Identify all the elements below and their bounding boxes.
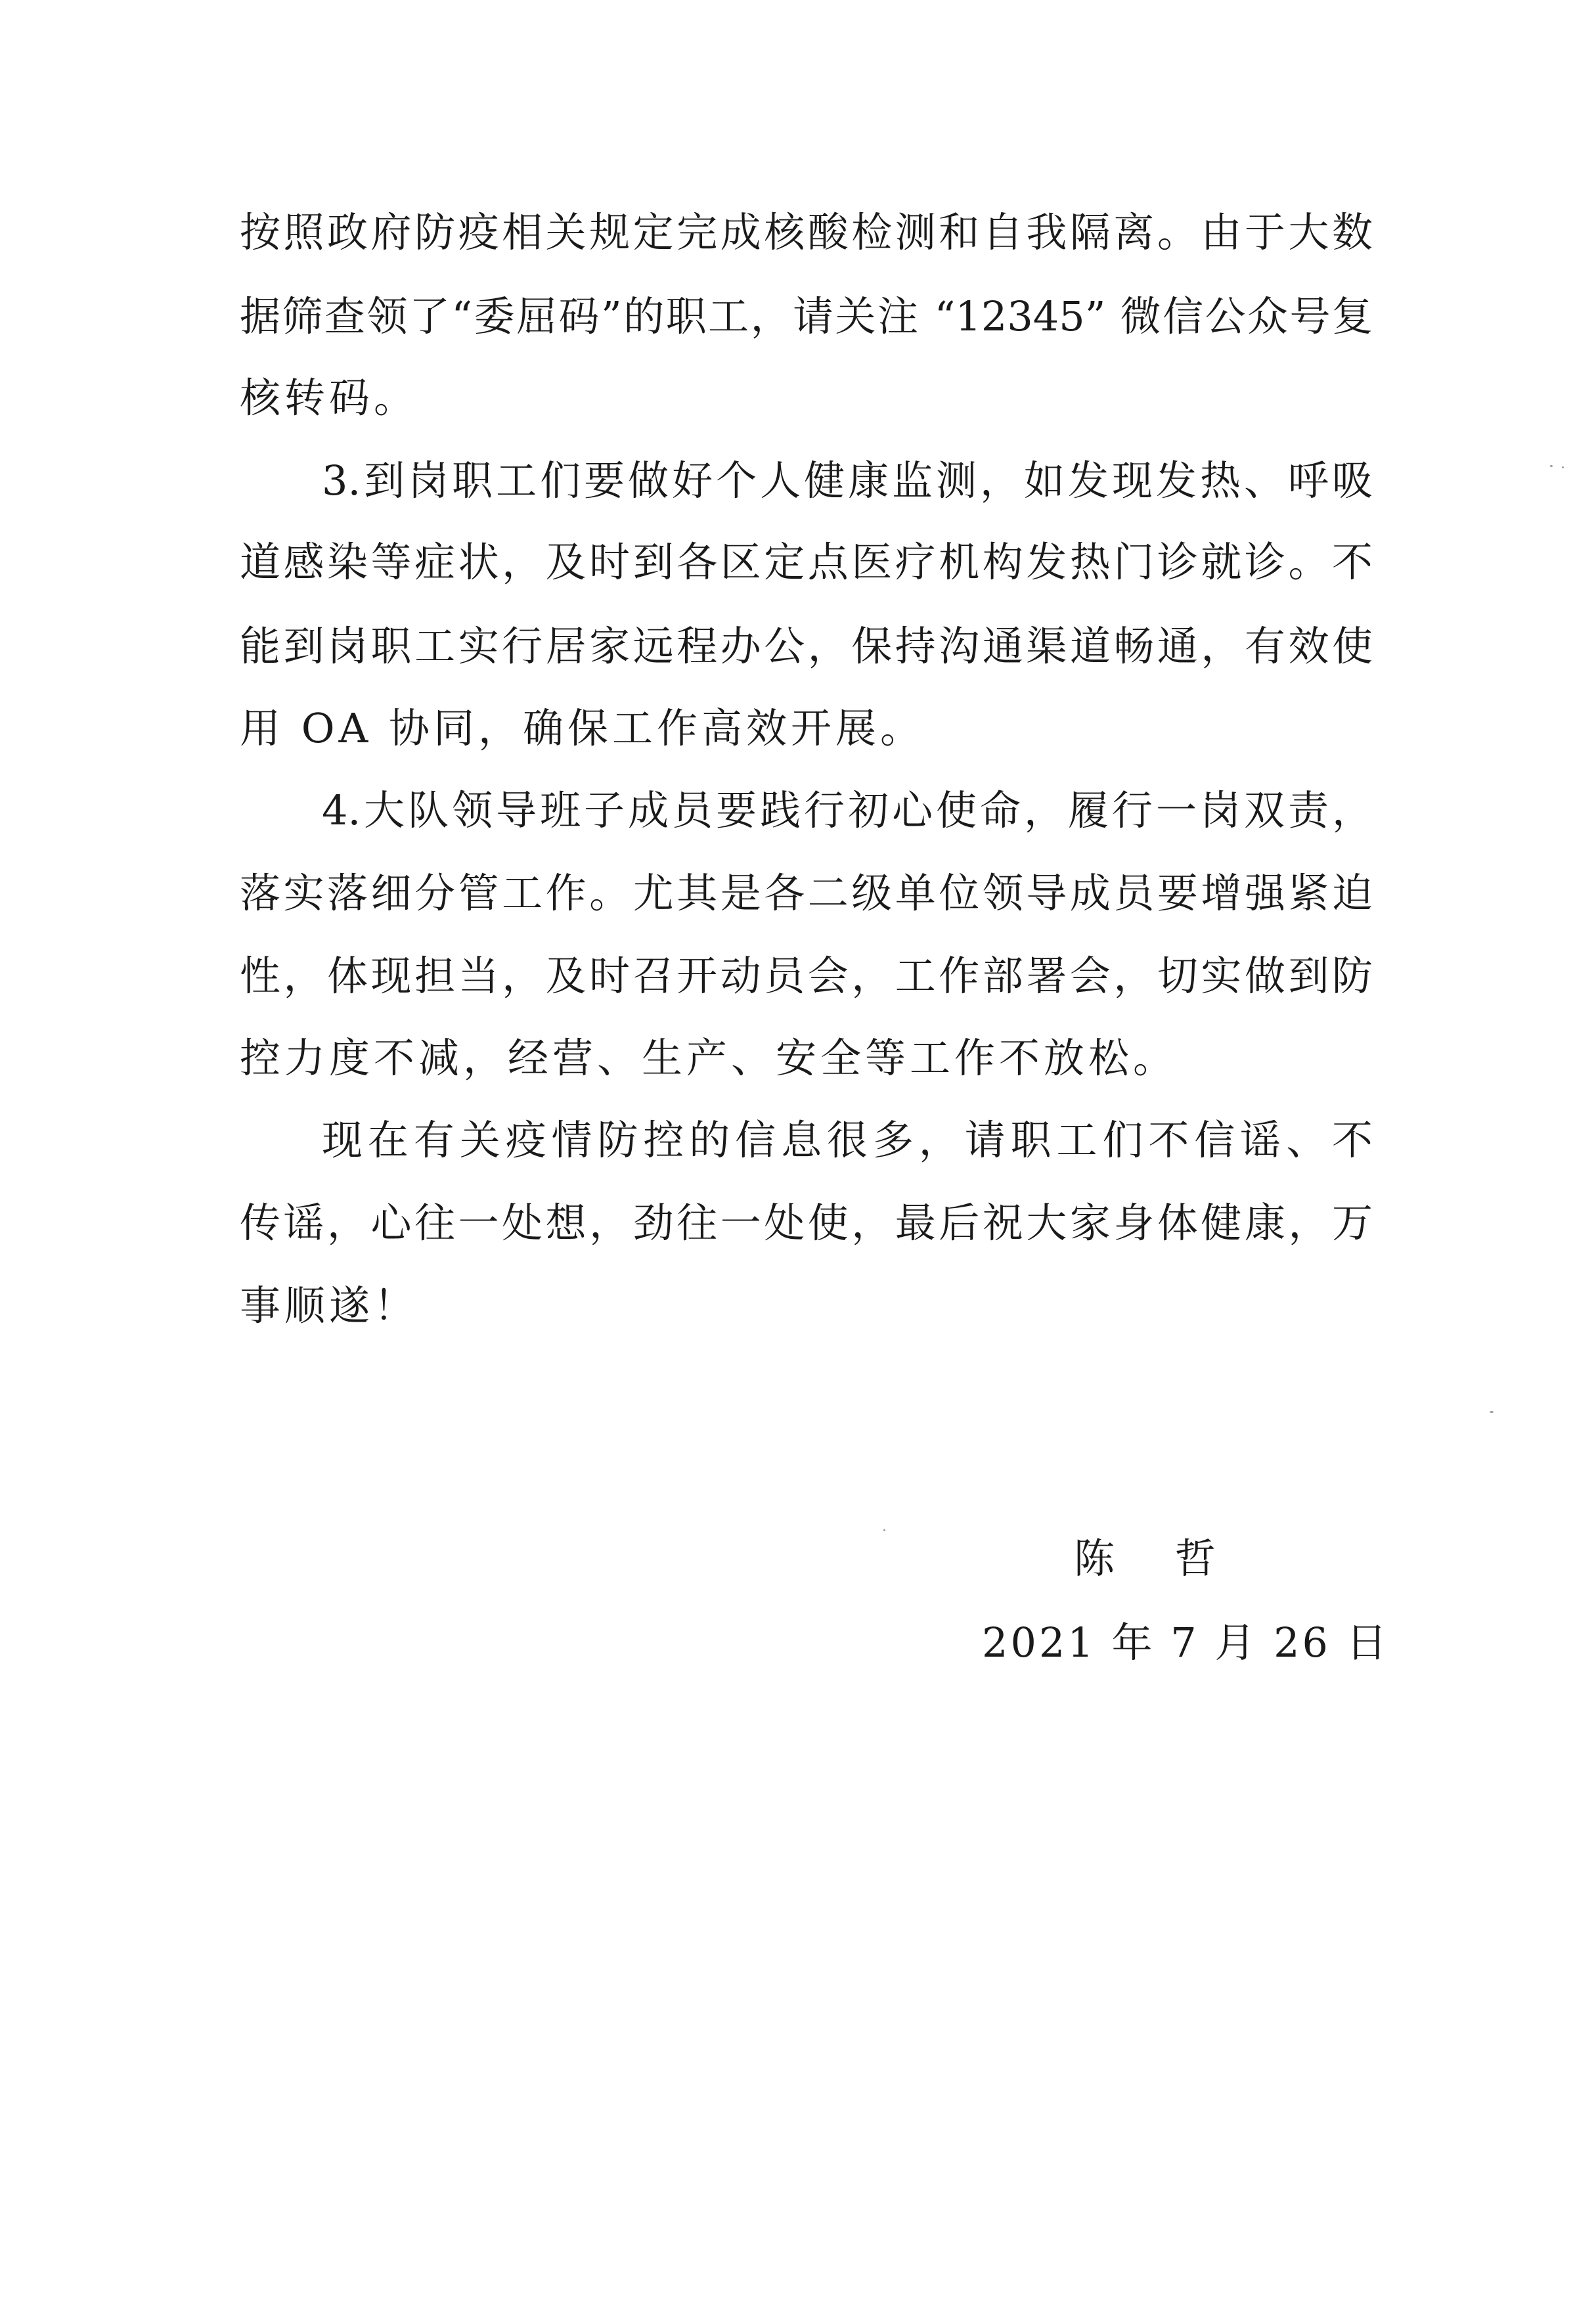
- body-text-line: 4.大队领导班子成员要践行初心使命，履行一岗双责，: [322, 786, 1373, 834]
- body-text-line: 按照政府防疫相关规定完成核酸检测和自我隔离。由于大数: [240, 208, 1373, 256]
- body-text-line: 性，体现担当，及时召开动员会，工作部署会，切实做到防: [240, 952, 1373, 1000]
- scan-speck: [1562, 466, 1564, 468]
- scan-speck: [883, 1529, 885, 1531]
- body-text-line: 核转码。: [240, 374, 419, 422]
- scan-speck: [1550, 465, 1553, 467]
- body-text-line: 落实落细分管工作。尤其是各二级单位领导成员要增强紧迫: [240, 869, 1373, 917]
- body-text-line: 能到岗职工实行居家远程办公，保持沟通渠道畅通，有效使: [240, 622, 1373, 670]
- body-text-line: 传谣，心往一处想，劲往一处使，最后祝大家身体健康，万: [240, 1199, 1373, 1247]
- signature-date: 2021 年 7 月 26 日: [982, 1619, 1390, 1667]
- body-text-line: 控力度不减，经营、生产、安全等工作不放松。: [240, 1034, 1178, 1082]
- signer-name: 陈 哲: [1074, 1534, 1239, 1582]
- body-text-line: 3.到岗职工们要做好个人健康监测，如发现发热、呼吸: [322, 457, 1373, 504]
- body-text-line: 用 OA 协同，确保工作高效开展。: [240, 704, 925, 752]
- scan-speck: [1490, 1411, 1494, 1413]
- body-text-line: 道感染等症状，及时到各区定点医疗机构发热门诊就诊。不: [240, 538, 1373, 586]
- body-text-line: 现在有关疫情防控的信息很多，请职工们不信谣、不: [322, 1116, 1373, 1164]
- body-text-line: 事顺遂！: [240, 1282, 419, 1330]
- body-text-line: 据筛查领了“委屈码”的职工，请关注 “12345” 微信公众号复: [240, 292, 1373, 340]
